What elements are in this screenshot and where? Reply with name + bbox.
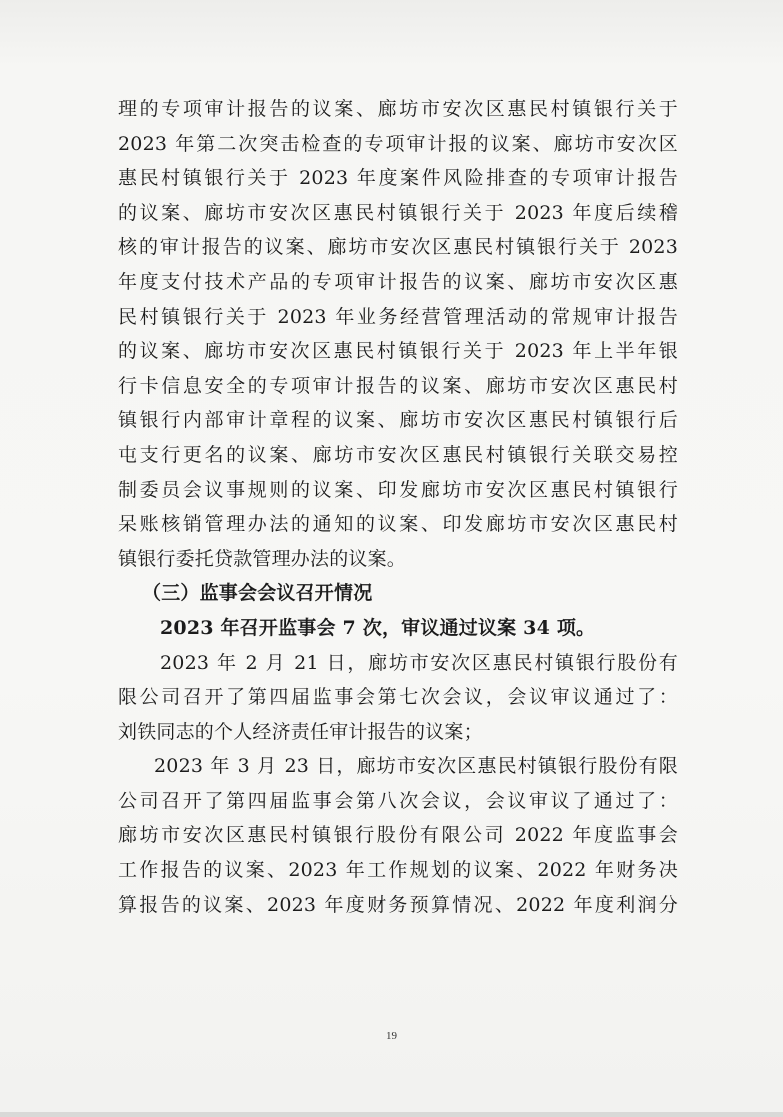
paragraph-line: 限公司召开了第四届监事会第七次会议，会议审议通过了： [118,686,678,709]
section-heading: （三）监事会会议召开情况 [142,582,373,605]
paragraph-line: 廊坊市安次区惠民村镇银行股份有限公司 2022 年度监事会 [118,824,678,847]
paragraph-line: 公司召开了第四届监事会第八次会议，会议审议了通过了： [118,789,678,812]
paragraph-line: 工作报告的议案、2023 年工作规划的议案、2022 年财务决 [118,859,678,882]
text-line: 理的专项审计报告的议案、廊坊市安次区惠民村镇银行关于 [118,98,678,120]
text-line: 制委员会议事规则的议案、印发廊坊市安次区惠民村镇银行 [118,478,678,501]
paragraph-line: 刘铁同志的个人经济责任审计报告的议案； [118,720,483,743]
paragraph-line: 2023 年 2 月 21 日，廊坊市安次区惠民村镇银行股份有 [160,651,678,674]
text-line: 的议案、廊坊市安次区惠民村镇银行关于 2023 年上半年银 [118,340,678,363]
section-summary: 2023 年召开监事会 7 次，审议通过议案 34 项。 [160,616,596,639]
text-line: 镇银行内部审计章程的议案、廊坊市安次区惠民村镇银行后 [118,409,678,432]
document-body [118,92,678,922]
paragraph-line: 2023 年 3 月 23 日，廊坊市安次区惠民村镇银行股份有限 [154,755,678,778]
text-line: 呆账核销管理办法的通知的议案、印发廊坊市安次区惠民村 [118,513,678,536]
paragraph-line: 算报告的议案、2023 年度财务预算情况、2022 年度利润分 [118,893,678,916]
page-bottom-edge [0,1112,783,1117]
text-line: 屯支行更名的议案、廊坊市安次区惠民村镇银行关联交易控 [118,443,678,466]
text-line: 2023 年第二次突击检查的专项审计报的议案、廊坊市安次区 [118,132,678,155]
text-line: 民村镇银行关于 2023 年业务经营管理活动的常规审计报告 [118,305,678,328]
text-line: 惠民村镇银行关于 2023 年度案件风险排查的专项审计报告 [118,167,678,190]
text-line: 的议案、廊坊市安次区惠民村镇银行关于 2023 年度后续稽 [118,201,678,224]
text-line: 行卡信息安全的专项审计报告的议案、廊坊市安次区惠民村 [118,374,678,397]
text-line: 镇银行委托贷款管理办法的议案。 [118,547,407,570]
page-number: 19 [386,1030,397,1042]
text-line: 核的审计报告的议案、廊坊市安次区惠民村镇银行关于 2023 [118,236,678,259]
text-line: 年度支付技术产品的专项审计报告的议案、廊坊市安次区惠 [118,270,678,293]
